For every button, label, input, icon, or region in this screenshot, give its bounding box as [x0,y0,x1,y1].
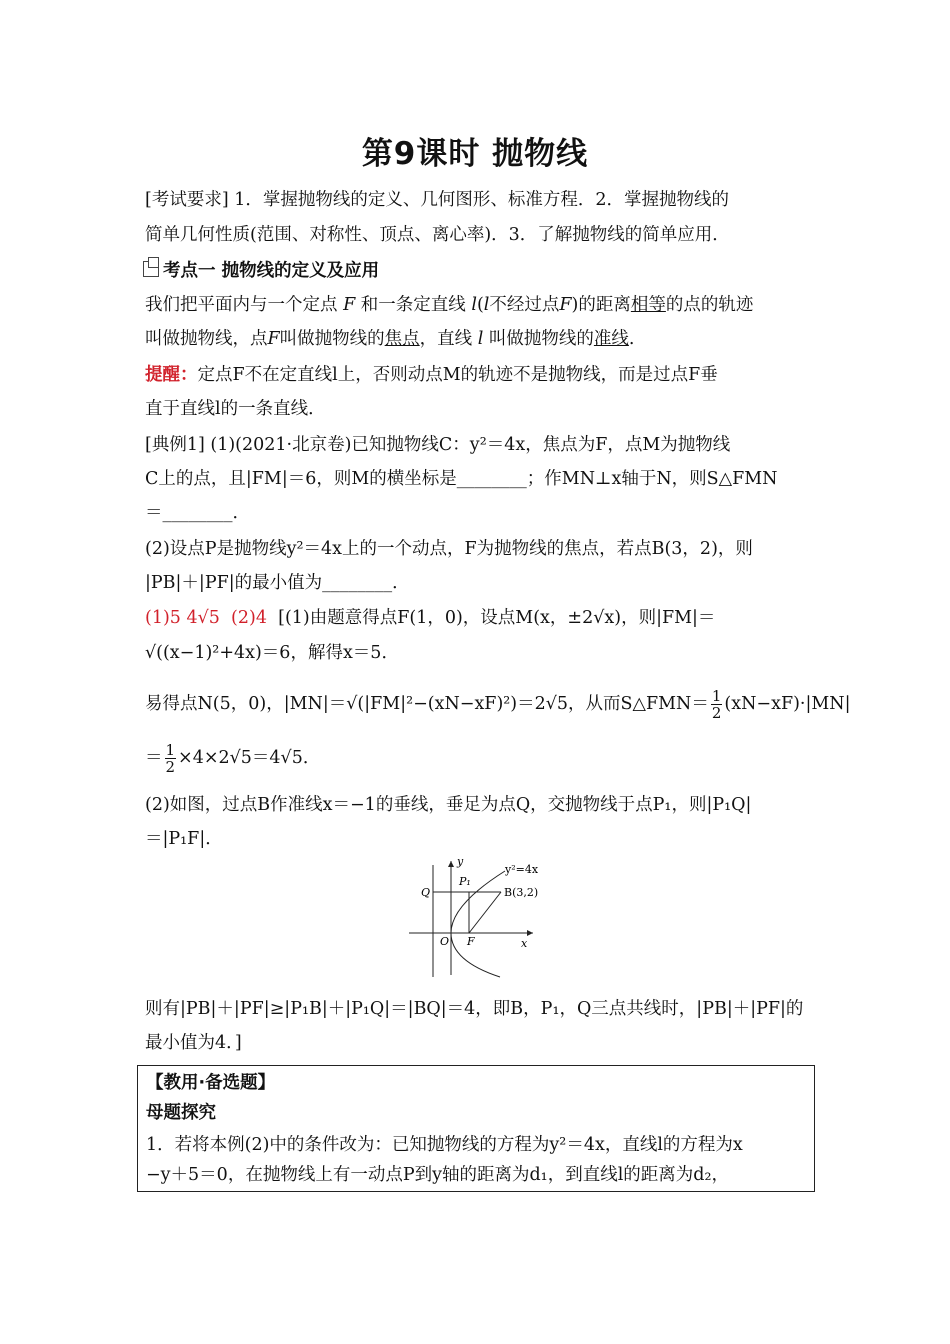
example-line-3: ＝________． [145,503,250,523]
def-text: 叫做抛物线，点 [145,329,268,349]
example-label: [典例1] [145,435,205,455]
requirements-label: [考试要求] [145,190,229,210]
reminder-line-2: 直于直线l的一条直线． [145,399,326,419]
solution-text-3b: (xN−xF)·|MN| [724,694,851,714]
example-line-1 [145,432,815,458]
section-heading [143,258,813,284]
parabola-lower [451,933,500,977]
solution-text-3a: 易得点N(5，0)，|MN|＝√(|FM|²−(xN−xF)²)＝2√5，从而S△FMN＝ [145,694,709,714]
answer-1: (1)5 4√5 [145,608,220,628]
def-text: 不经过点 [489,295,560,315]
solution-line-5: (2)如图，过点B作准线x＝−1的垂线，垂足为点Q，交抛物线于点P₁，则|P₁Q| [145,795,752,815]
o-label: O [440,935,450,948]
f-label: F [467,935,475,948]
section-heading-text: 考点一 抛物线的定义及应用 [163,261,380,281]
solution-line-4: ＝ $\frac{1}{2}$ ×4×2√5＝4√5． [145,741,321,776]
definition-line-1: 我们把平面内与一个定点 F 和一条定直线 l(l不经过点F)的距离相等的点的轨迹 [145,295,754,315]
fraction-half [711,688,723,721]
q-label: Q [421,886,431,899]
solution-line-3 [145,687,851,722]
fraction-denominator: 2 [165,758,176,776]
section-icon [143,261,159,277]
curve-label: y²=4x [505,863,539,876]
def-text: 叫做抛物线的 [279,329,385,349]
conclusion-line-2: 最小值为4．] [145,1033,242,1053]
def-text: 的点的轨迹 [665,295,754,315]
solution-line-2: √((x−1)²+4x)＝6，解得x＝5． [145,643,399,663]
solution-line-1 [145,605,815,631]
def-underlined-equal: 相等 [630,295,666,315]
requirements-line-1 [145,187,815,213]
y-axis-arrow [448,861,454,867]
def-text: ，直线 [419,329,473,349]
solution-line-6: ＝|P₁F|． [145,829,223,849]
box-subheader: 母题探究 [146,1103,216,1123]
x-label: x [521,937,528,950]
example-q1-text-1: (1)(2021·北京卷)已知抛物线C：y²＝4x，焦点为F，点M为抛物线 [210,435,731,455]
example-line-2: C上的点，且|FM|＝6，则M的横坐标是________；作MN⊥x轴于N，则S△FMN [145,469,778,489]
teacher-note-box [137,1065,815,1192]
page-title: 第9课时 抛物线 [361,136,589,172]
reminder-line-1 [145,362,815,388]
parabola-figure [405,855,545,983]
conclusion-line-1: 则有|PB|＋|PF|≥|P₁B|＋|P₁Q|＝|BQ|＝4，即B，P₁，Q三点共线时，|PB|＋|PF|的 [145,999,804,1019]
box-header: 【教用·备选题】 [146,1073,276,1093]
fraction-denominator: 2 [711,704,722,722]
def-text: 我们把平面内与一个定点 [145,295,338,315]
y-label: y [457,855,464,868]
solution-text-4: ×4×2√5＝4√5． [178,748,321,768]
requirements-line-2: 简单几何性质(范围、对称性、顶点、离心率)．3．了解抛物线的简单应用． [145,225,730,245]
requirements-text-1: 1．掌握抛物线的定义、几何图形、标准方程．2．掌握抛物线的 [234,190,730,210]
answer-2: (2)4 [231,608,267,628]
box-line-1: 1．若将本例(2)中的条件改为：已知抛物线的方程为y²＝4x，直线l的方程为x [146,1135,743,1155]
definition-line-2: 叫做抛物线，点F叫做抛物线的焦点，直线 l 叫做抛物线的准线. [145,329,635,349]
example-q2-line-1: (2)设点P是抛物线y²＝4x上的一个动点，F为抛物线的焦点，若点B(3，2)，则 [145,539,753,559]
def-text: 叫做抛物线的 [488,329,594,349]
fraction-half-2 [165,742,177,775]
box-line-2: −y＋5＝0，在抛物线上有一动点P到y轴的距离为d₁，到直线l的距离为d₂， [146,1165,730,1185]
p1-label: P₁ [459,875,471,888]
def-text: 和一条定直线 [360,295,466,315]
reminder-label: 提醒： [145,365,198,385]
fb-line [469,892,501,933]
def-underlined-focus: 焦点 [384,329,420,349]
example-q2-line-2: |PB|＋|PF|的最小值为________． [145,573,410,593]
solution-text-1: [(1)由题意得点F(1，0)，设点M(x，±2√x)，则|FM|＝ [278,608,716,628]
b-label: B(3,2) [504,886,539,899]
x-axis-arrow [527,930,533,936]
def-text: )的距离 [571,295,631,315]
def-underlined-directrix: 准线 [593,329,629,349]
fraction-numerator: 1 [711,687,722,705]
reminder-text-1: 定点F不在定直线l上，否则动点M的轨迹不是抛物线，而是过点F垂 [197,365,718,385]
fraction-numerator: 1 [165,741,176,759]
